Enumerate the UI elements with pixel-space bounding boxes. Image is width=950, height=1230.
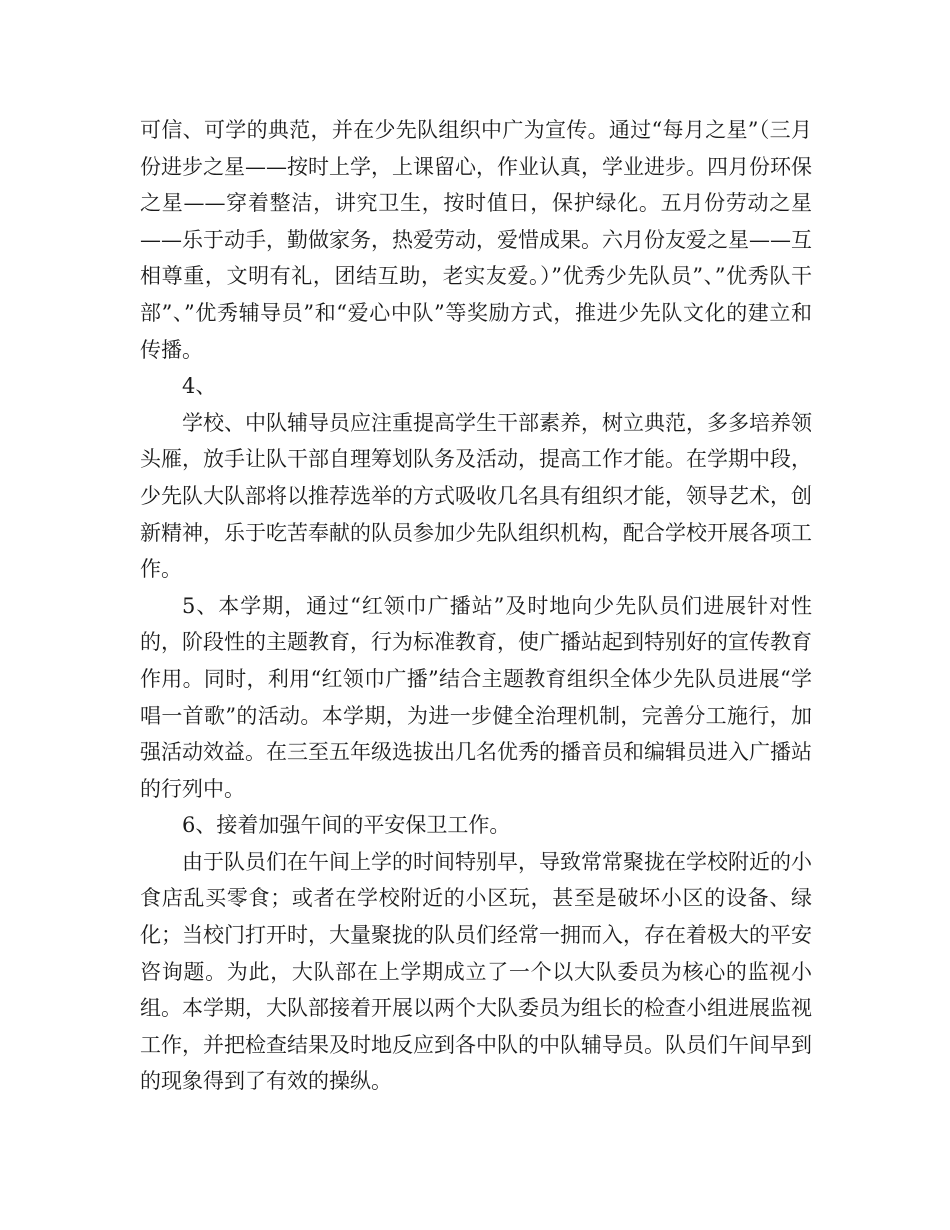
paragraph-star-awards: 可信、可学的典范，并在少先队组织中广为宣传。通过“每月之星”（三月份进步之星——按时上学，上课留心，作业认真，学业进步。四月份环保之星——穿着整洁，讲究卫生，按时值日，保护绿化。五月份劳动之星——乐于动手，勤做家务，热爱劳动，爱惜成果。六月份友爱之星——互相尊重，文明有礼，团结互助，老实友爱。）”优秀少先队员”、”优秀队干部”、”优秀辅导员”和“爱心中队”等奖励方式，推进少先队文化的建立和传播。 <box>140 118 812 362</box>
paragraph-item-4-number: 4、 <box>182 374 217 399</box>
paragraph-student-leaders: 学校、中队辅导员应注重提高学生干部素养，树立典范，多多培养领头雁，放手让队干部自理筹划队务及活动，提高工作才能。在学期中段，少先队大队部将以推荐选举的方式吸收几名具有组织才能，领导艺术，创新精神，乐于吃苦奉献的队员参加少先队组织机构，配合学校开展各项工作。 <box>140 410 812 582</box>
document-page <box>140 112 812 1100</box>
paragraph-item-6-noon-safety: 6、接着加强午间的平安保卫工作。 <box>182 813 511 838</box>
paragraph-item-5-broadcast: 5、本学期，通过“红领巾广播站”及时地向少先队员们进展针对性的，阶段性的主题教育，行为标准教育，使广播站起到特别好的宣传教育作用。同时，利用“红领巾广播”结合主题教育组织全体少先队员进展“学唱一首歌”的活动。本学期，为进一步健全治理机制，完善分工施行，加强活动效益。在三至五年级选拔出几名优秀的播音员和编辑员进入广播站的行列中。 <box>140 593 812 801</box>
paragraph-noon-supervision: 由于队员们在午间上学的时间特别早，导致常常聚拢在学校附近的小食店乱买零食；或者在学校附近的小区玩，甚至是破坏小区的设备、绿化；当校门打开时，大量聚拢的队员们经常一拥而入，存在着极大的平安咨询题。为此，大队部在上学期成立了一个以大队委员为核心的监视小组。本学期，大队部接着开展以两个大队委员为组长的检查小组进展监视工作，并把检查结果及时地反应到各中队的中队辅导员。队员们午间早到的现象得到了有效的操纵。 <box>140 849 812 1094</box>
